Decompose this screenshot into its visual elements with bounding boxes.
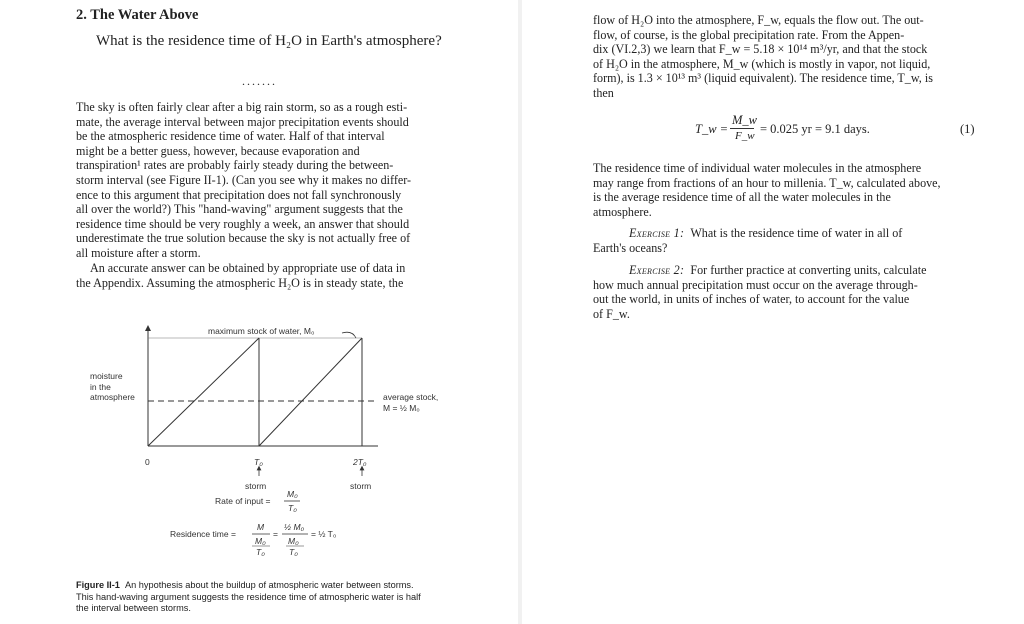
- paragraph-line: be the atmospheric residence time of water. Half of that interval: [76, 129, 385, 144]
- storm-label-2: storm: [350, 481, 372, 491]
- paragraph-line: might be a better guess, however, because evaporation and: [76, 143, 360, 158]
- res-denominator-2-top: M₀: [288, 536, 299, 546]
- right-page: [522, 0, 1024, 624]
- max-stock-pointer: [342, 332, 356, 338]
- average-label-line: average stock,: [383, 392, 439, 402]
- paragraph-line: form), is 1.3 × 10¹³ m³ (liquid equivalent). The residence time, T_w, is: [593, 71, 933, 86]
- paragraph-line: dix (VI.2,3) we learn that F_w = 5.18 × 10¹⁴ m³/yr, and that the stock: [593, 42, 928, 57]
- paragraph-line: ence to this argument that precipitation does not fall synchronously: [76, 187, 402, 202]
- paragraph-line: of H₂O in the atmosphere, M_w (which is mostly in vapor, not liquid,: [593, 56, 931, 71]
- paragraph-line: mate, the average interval between major precipitation events should: [76, 114, 409, 129]
- moisture-label: [90, 371, 135, 403]
- caption-line: [76, 580, 476, 592]
- caption-label: Figure II-1: [76, 580, 120, 590]
- buildup-ramp-2: [259, 338, 362, 446]
- section-title: 2. The Water Above: [76, 7, 199, 23]
- exercise-1: [593, 226, 978, 255]
- average-label-line: M = ½ M₀: [383, 402, 420, 413]
- exercise-1-label: Exercise 1:: [629, 226, 685, 240]
- exercise-2-text: For further practice at converting units, calculate: [690, 263, 927, 277]
- exercise-2-label: Exercise 2:: [629, 263, 685, 277]
- separator-dots: .......: [242, 74, 277, 88]
- paragraph-1: [76, 100, 460, 261]
- equation-rhs: = 0.025 yr = 9.1 days.: [760, 122, 870, 136]
- paragraph-line: the Appendix. Assuming the atmospheric H₂O is in steady state, the: [76, 275, 404, 290]
- tick-2t0: 2T₀: [353, 457, 367, 467]
- exercise-line: [593, 226, 978, 241]
- equation-fraction-bar: [730, 128, 754, 129]
- rate-of-input-label: Rate of input =: [215, 496, 271, 506]
- res-numerator-1: M: [257, 522, 265, 532]
- equation-denominator: F_w: [735, 130, 755, 142]
- res-denominator-1-top: M₀: [255, 536, 266, 546]
- paragraph-line: all over the world?) This "hand-waving" argument suggests that the: [76, 202, 403, 217]
- res-denominator-1-bottom: T₀: [256, 547, 265, 557]
- exercise-line: [593, 263, 978, 278]
- res-denominator-2-bottom: T₀: [289, 547, 298, 557]
- exercise-line: Earth's oceans?: [593, 240, 668, 255]
- paragraph-line: underestimate the true solution because the sky is not actually free of: [76, 231, 411, 246]
- res-numerator-2: ½ M₀: [284, 522, 305, 532]
- paragraph-2: [76, 261, 460, 290]
- exercise-2: [593, 263, 978, 321]
- paragraph-line: flow, of course, is the global precipitation rate. From the Appen-: [593, 27, 905, 42]
- average-stock-label: [383, 392, 438, 413]
- paragraph-line: may range from fractions of an hour to millenia. T_w, calculated above,: [593, 175, 941, 190]
- res-result: = ½ T₀: [311, 529, 337, 539]
- paragraph-line: then: [593, 85, 614, 100]
- exercise-line: of F_w.: [593, 306, 630, 321]
- paragraph-line: is the average residence time of all the water molecules in the: [593, 190, 891, 205]
- right-paragraph-1: [593, 13, 978, 101]
- paragraph-line: transpiration¹ rates are probably fairly steady during the between-: [76, 158, 394, 173]
- rate-denominator: T₀: [288, 503, 297, 513]
- paragraph-line: atmosphere.: [593, 204, 652, 219]
- exercise-line: out the world, in units of inches of water, to account for the value: [593, 292, 910, 307]
- exercise-1-text: What is the residence time of water in all of: [690, 226, 903, 240]
- right-paragraph-2: [593, 161, 978, 219]
- moisture-label-line: in the: [90, 381, 111, 392]
- paragraph-line: storm interval (see Figure II-1). (Can you see why it makes no differ-: [76, 172, 412, 187]
- moisture-label-line: atmosphere: [90, 392, 135, 402]
- tick-zero: 0: [145, 457, 150, 467]
- paragraph-line: The residence time of individual water molecules in the atmosphere: [593, 161, 922, 175]
- res-equals: =: [273, 529, 278, 539]
- caption-line: This hand-waving argument suggests the residence time of atmospheric water is half: [76, 591, 421, 602]
- paragraph-line: The sky is often fairly clear after a big rain storm, so as a rough esti-: [76, 100, 408, 114]
- residence-time-label: Residence time =: [170, 529, 236, 539]
- paragraph-line: residence time should be very roughly a week, an answer that should: [76, 216, 410, 231]
- storm-label-1: storm: [245, 481, 267, 491]
- max-stock-label: maximum stock of water, M₀: [208, 326, 315, 336]
- exercise-line: how much annual precipitation must occur on the average through-: [593, 277, 918, 292]
- paragraph-line: An accurate answer can be obtained by appropriate use of data in: [90, 261, 406, 275]
- caption-line: the interval between storms.: [76, 603, 191, 613]
- moisture-label-line: moisture: [90, 371, 123, 381]
- equation-numerator: M_w: [732, 113, 757, 127]
- paragraph-line: flow of H₂O into the atmosphere, F_w, equals the flow out. The out-: [593, 13, 924, 27]
- tick-t0: T₀: [254, 457, 263, 467]
- buildup-ramp-1: [148, 338, 259, 446]
- caption-text: An hypothesis about the buildup of atmospheric water between storms.: [125, 580, 414, 590]
- figure-caption: [76, 580, 476, 615]
- question-text: What is the residence time of H₂O in Earth's atmosphere?: [96, 33, 442, 49]
- equation-lhs: T_w =: [695, 122, 729, 136]
- rate-numerator: M₀: [287, 489, 298, 499]
- paragraph-line: all moisture after a storm.: [76, 245, 201, 260]
- equation-number: (1): [960, 122, 975, 136]
